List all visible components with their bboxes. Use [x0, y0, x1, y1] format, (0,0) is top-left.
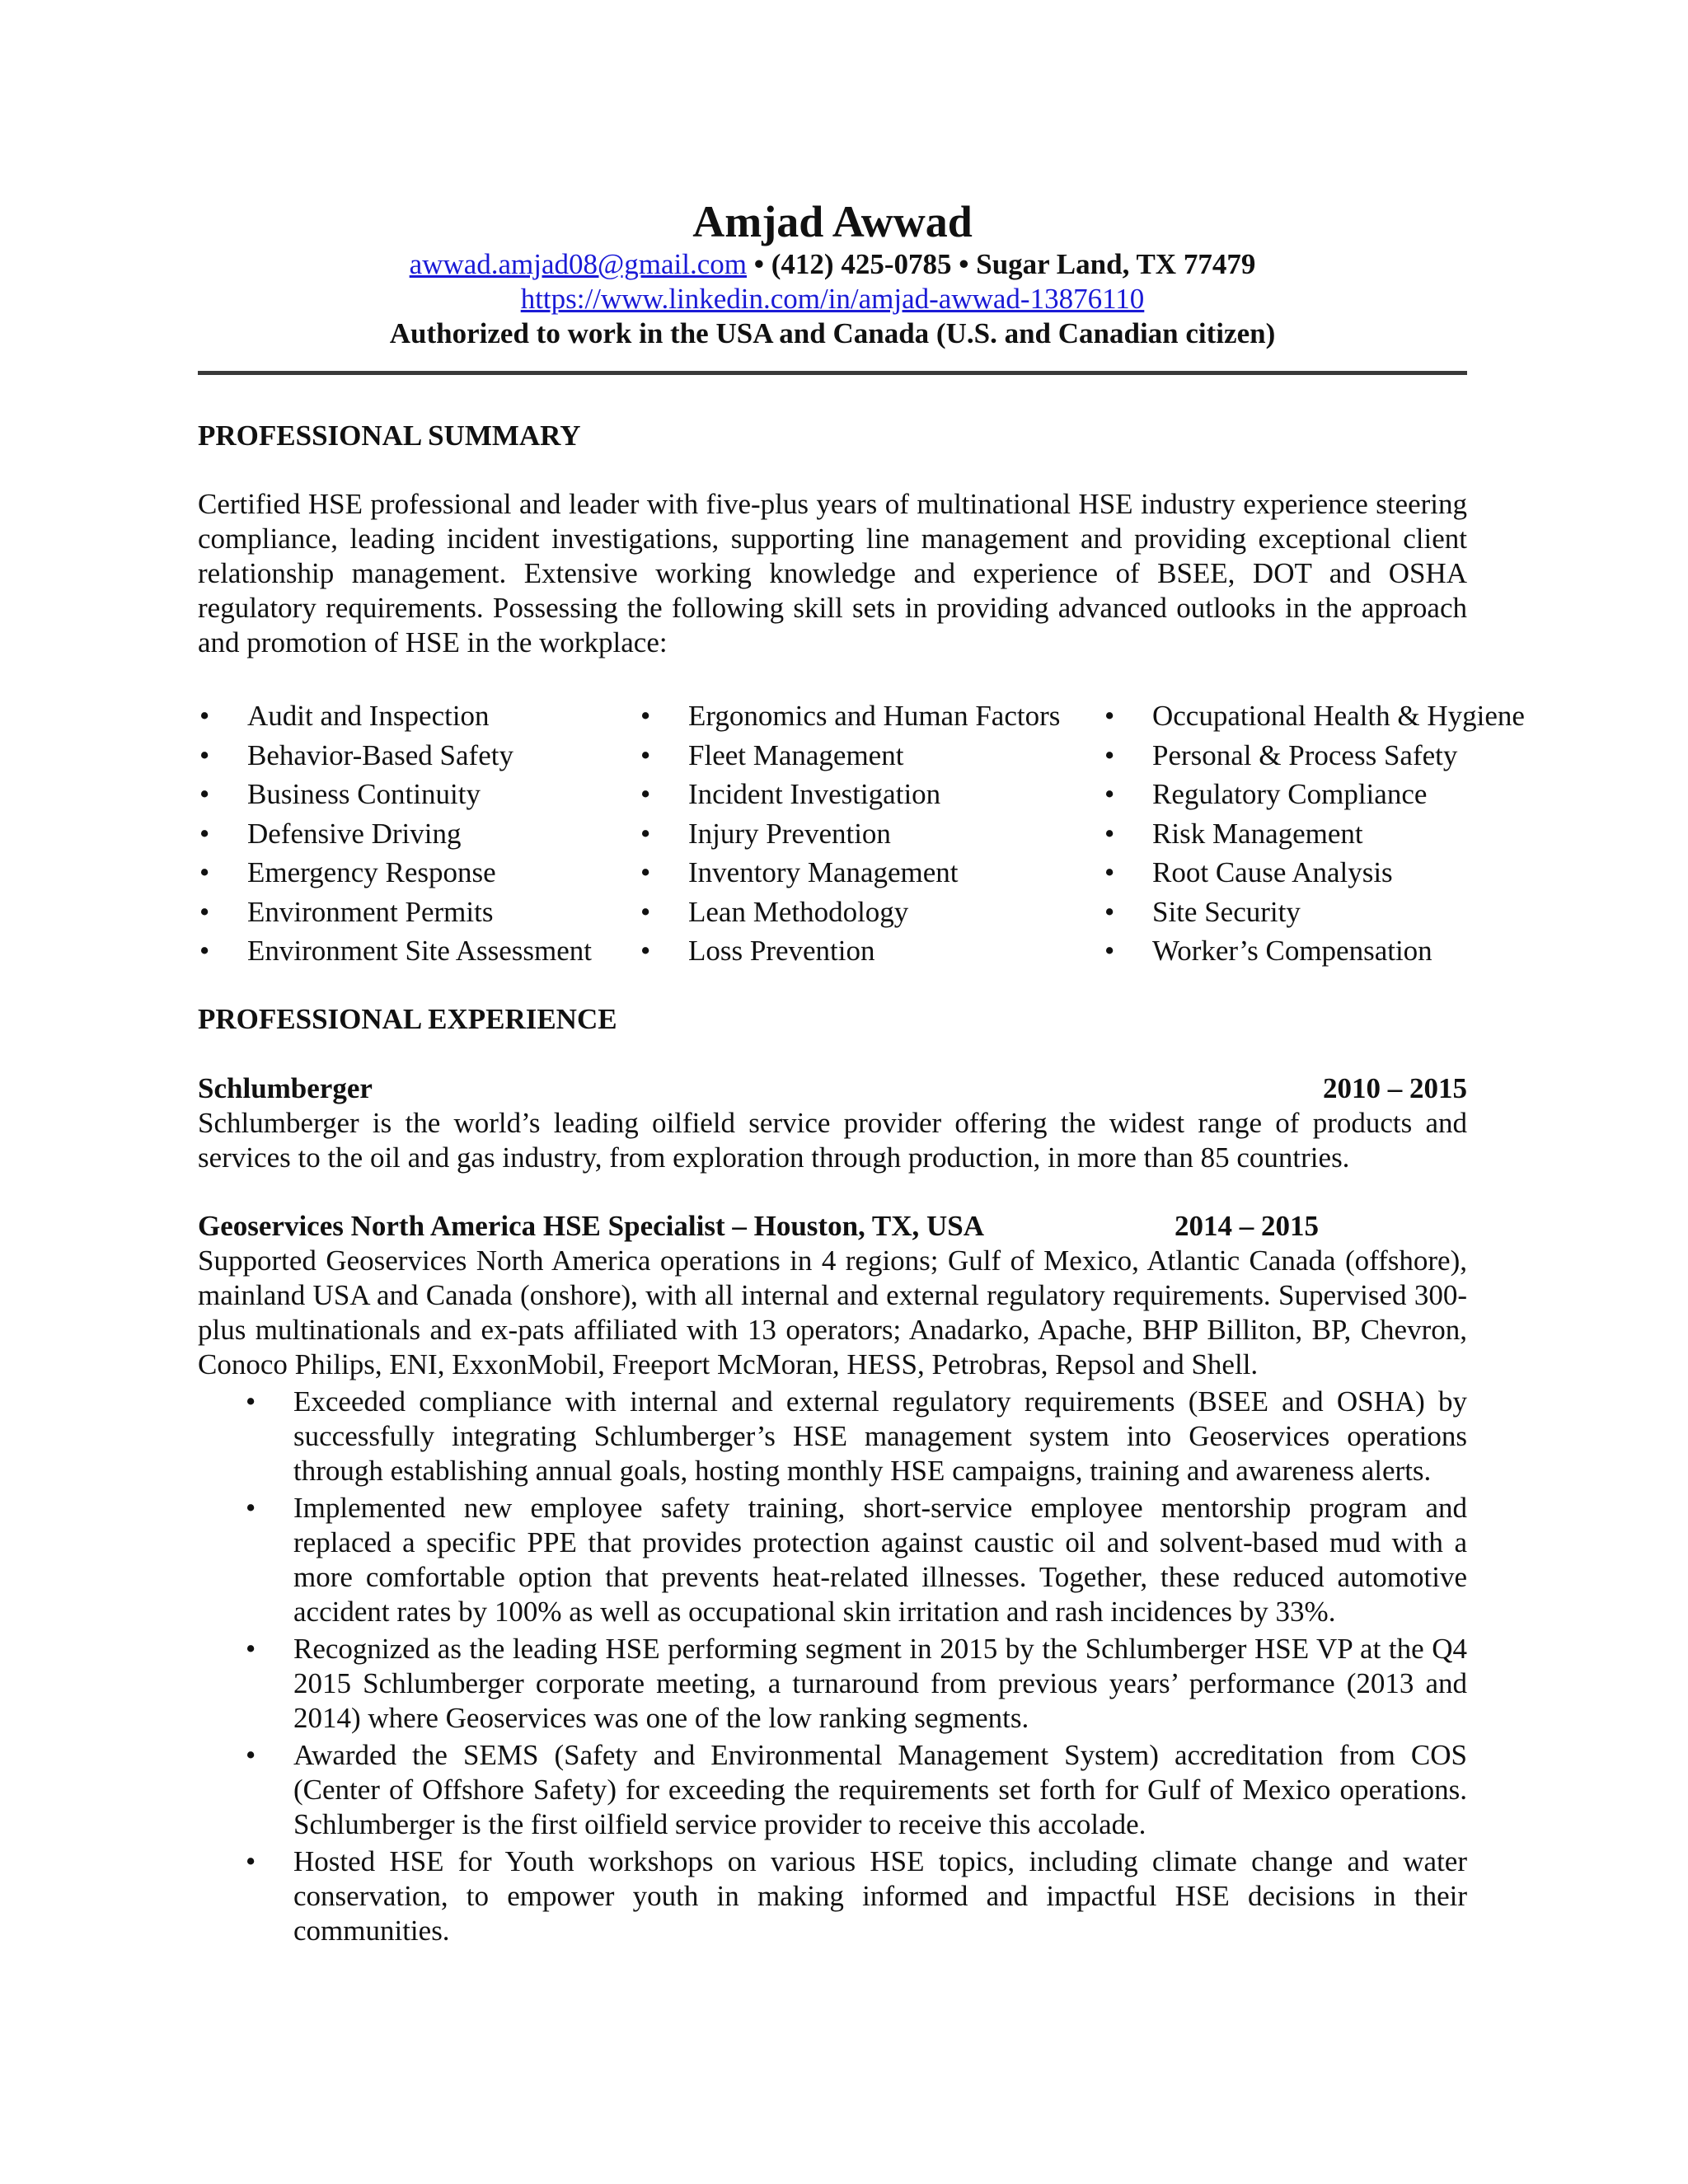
skills-column-1: [198, 696, 639, 971]
list-item-text: Awarded the SEMS (Safety and Environmental Management System) accreditation from COS (Center of Offshore Safety) for exceeding the requirements set forth for Gulf of Mexico operations. Schlumberger is the first oilfield service provider to receive this accolade.: [293, 1739, 1467, 1840]
role-dates: 2014 – 2015: [1175, 1210, 1319, 1242]
list-item: [1103, 736, 1548, 776]
list-item-text: Occupational Health & Hygiene: [1152, 700, 1525, 732]
list-item: [198, 931, 639, 971]
bullet-icon: •: [640, 700, 651, 732]
list-item: [1103, 853, 1548, 893]
list-item: [639, 931, 1103, 971]
list-item: [639, 893, 1103, 932]
company-row: [198, 1071, 1467, 1106]
summary-text: Certified HSE professional and leader with five-plus years of multinational HSE industry experience steering compliance, leading incident investigations, supporting line management and providing exceptional client relationship management. Extensive working knowledge and experience of BSEE, DOT and OSHA regulatory requirements. Possessing the following skill sets in providing advanced outlooks in the approach and promotion of HSE in the workplace:: [198, 488, 1467, 658]
bullet-icon: •: [640, 935, 651, 967]
list-item: [1103, 931, 1548, 971]
list-item-text: Hosted HSE for Youth workshops on various HSE topics, including climate change and water conservation, to empower youth in making informed and impactful HSE decisions in their communities.: [293, 1845, 1467, 1947]
contact-line: [198, 247, 1467, 282]
list-item: [198, 696, 639, 736]
list-item: [639, 696, 1103, 736]
list-item-text: Business Continuity: [247, 778, 481, 810]
bullet-icon: •: [640, 738, 651, 771]
role-achievements: [198, 1385, 1467, 1951]
bullet-icon: •: [1104, 738, 1115, 771]
list-item-text: Loss Prevention: [688, 935, 875, 967]
bullet-icon: •: [199, 738, 210, 771]
bullet-icon: •: [199, 856, 210, 888]
list-item: [198, 736, 639, 776]
list-item: [198, 893, 639, 932]
list-item-text: Incident Investigation: [688, 778, 941, 810]
bullet-icon: •: [199, 778, 210, 810]
list-item: [198, 1385, 1467, 1488]
bullet-icon: •: [246, 1739, 256, 1771]
list-item: [639, 736, 1103, 776]
bullet-icon: •: [640, 778, 651, 810]
list-item: [1103, 696, 1548, 736]
skills-list: [198, 696, 1550, 971]
bullet-icon: •: [199, 895, 210, 928]
list-item-text: Lean Methodology: [688, 895, 909, 928]
list-item-text: Site Security: [1152, 895, 1301, 928]
bullet-icon: •: [640, 817, 651, 850]
list-item-text: Personal & Process Safety: [1152, 738, 1458, 771]
list-item: [639, 853, 1103, 893]
bullet-icon: •: [246, 1492, 256, 1524]
list-item: [198, 814, 639, 854]
list-item-text: Behavior-Based Safety: [247, 738, 513, 771]
list-item: [198, 1844, 1467, 1948]
header-divider: [198, 371, 1467, 375]
list-item-text: Fleet Management: [688, 738, 904, 771]
bullet-icon: •: [1104, 856, 1115, 888]
bullet-icon: •: [1104, 895, 1115, 928]
bullet-icon: •: [199, 817, 210, 850]
list-item-text: Environment Site Assessment: [247, 935, 593, 967]
bullet-icon: •: [1104, 935, 1115, 967]
role-description: Supported Geoservices North America operations in 4 regions; Gulf of Mexico, Atlantic Canada (offshore), mainland USA and Canada (onshore), with all internal and external regulatory requirements. Supervised 300-plus multinationals and ex-pats affiliated with 13 operators; Anadarko, Apache, BHP Billiton, BP, Chevron, Conoco Philips, ENI, ExxonMobil, Freeport McMoran, HESS, Petrobras, Repsol and Shell.: [198, 1244, 1467, 1380]
list-item-text: Implemented new employee safety training, short-service employee mentorship program and replaced a specific PPE that provides protection against caustic oil and solvent-based mud with a more comfortable option that prevents heat-related illnesses. Together, these reduced automotive accident rates by 100% as well as occupational skin irritation and rash incidences by 33%.: [293, 1492, 1467, 1628]
list-item-text: Exceeded compliance with internal and external regulatory requirements (BSEE and OSHA) by successfully integrating Schlumberger’s HSE management system into Geoservices operations through establishing annual goals, hosting monthly HSE campaigns, training and awareness alerts.: [293, 1385, 1467, 1487]
list-item: [198, 1738, 1467, 1842]
list-item: [198, 1632, 1467, 1736]
list-item-text: Recognized as the leading HSE performing segment in 2015 by the Schlumberger HSE VP at the Q4 2015 Schlumberger corporate meeting, a turnaround from previous years’ performance (2013 and 2014) where Geoservices was one of the low ranking segments.: [293, 1633, 1467, 1734]
list-item-text: Ergonomics and Human Factors: [688, 700, 1061, 732]
skills-column-3: [1103, 696, 1548, 971]
linkedin-line: [198, 282, 1467, 316]
bullet-icon: •: [1104, 700, 1115, 732]
list-item-text: Risk Management: [1152, 817, 1363, 850]
list-item-text: Root Cause Analysis: [1152, 856, 1393, 888]
summary-heading: PROFESSIONAL SUMMARY: [198, 419, 581, 452]
list-item-text: Audit and Inspection: [247, 700, 490, 732]
bullet-icon: •: [1104, 817, 1115, 850]
bullet-icon: •: [640, 856, 651, 888]
bullet-icon: •: [640, 895, 651, 928]
bullet-icon: •: [246, 1845, 256, 1877]
bullet-icon: •: [246, 1385, 256, 1418]
list-item-text: Regulatory Compliance: [1152, 778, 1428, 810]
resume-header: [198, 196, 1467, 351]
list-item-text: Environment Permits: [247, 895, 494, 928]
list-item: [639, 775, 1103, 814]
list-item-text: Worker’s Compensation: [1152, 935, 1432, 967]
company-name: Schlumberger: [198, 1072, 373, 1104]
list-item: [198, 1491, 1467, 1629]
list-item: [198, 853, 639, 893]
list-item-text: Emergency Response: [247, 856, 496, 888]
list-item: [1103, 775, 1548, 814]
bullet-icon: •: [199, 935, 210, 967]
list-item: [1103, 893, 1548, 932]
bullet-icon: •: [199, 700, 210, 732]
list-item-text: Defensive Driving: [247, 817, 462, 850]
list-item-text: Inventory Management: [688, 856, 959, 888]
list-item: [639, 814, 1103, 854]
list-item: [198, 775, 639, 814]
role-title: Geoservices North America HSE Specialist – Houston, TX, USA: [198, 1210, 985, 1242]
bullet-icon: •: [246, 1633, 256, 1665]
bullet-icon: •: [1104, 778, 1115, 810]
work-authorization: Authorized to work in the USA and Canada (U.S. and Canadian citizen): [389, 317, 1276, 349]
company-dates: 2010 – 2015: [1323, 1072, 1467, 1104]
phone-location: • (412) 425-0785 • Sugar Land, TX 77479: [747, 248, 1256, 280]
candidate-name: Amjad Awwad: [692, 197, 973, 246]
linkedin-link[interactable]: https://www.linkedin.com/in/amjad-awwad-13876110: [520, 283, 1145, 315]
skills-column-2: [639, 696, 1103, 971]
email-link[interactable]: awwad.amjad08@gmail.com: [409, 248, 747, 280]
experience-heading: PROFESSIONAL EXPERIENCE: [198, 1003, 617, 1035]
company-description: Schlumberger is the world’s leading oilfield service provider offering the widest range of products and services to the oil and gas industry, from exploration through production, in more than 85 countries.: [198, 1107, 1467, 1174]
list-item: [1103, 814, 1548, 854]
list-item-text: Injury Prevention: [688, 817, 891, 850]
